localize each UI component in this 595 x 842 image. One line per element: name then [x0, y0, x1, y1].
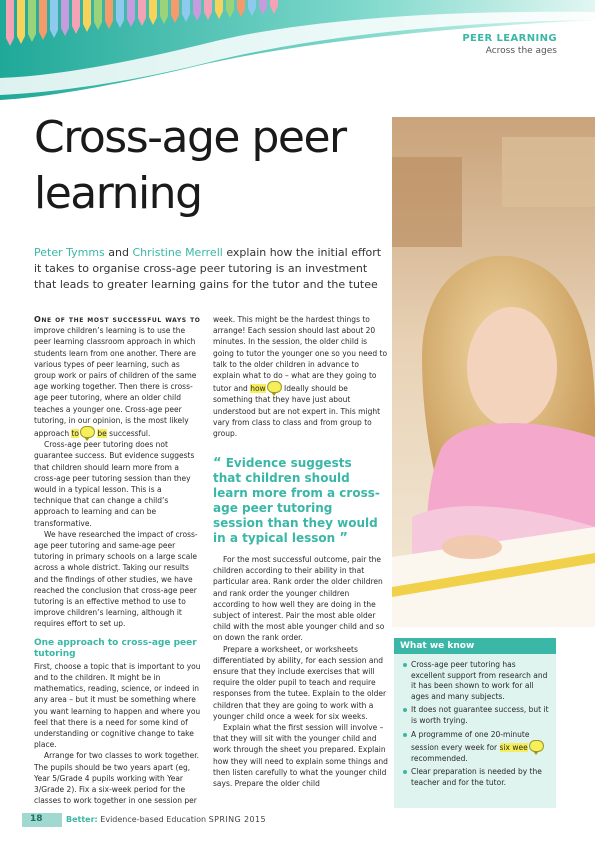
footer-season: SPRING 2015: [208, 815, 266, 824]
paragraph: Prepare a worksheet, or worksheets differentiated by ability, for each session and ensure that they include exercises that will require the older pupil to teach and require responses from the tutee. Explain to the older children that they are going to work with a younger child once a week for six weeks.: [213, 644, 387, 721]
page-footer: [0, 813, 595, 829]
what-we-know-heading: What we know: [394, 638, 556, 654]
pull-quote: [213, 456, 383, 546]
paragraph: For the most successful outcome, pair the children according to their ability in that particular area. Rank order the older children and rank order the younger children according to how well they are doing in the subject of interest. Pair the most able older child with the most able younger child and so on down the rank order.: [213, 555, 385, 643]
girl-reading-photo: [392, 117, 595, 627]
list-item: Clear preparation is needed by the teacher and for the tutor.: [403, 767, 550, 788]
article-photo: [392, 117, 595, 627]
list-item: Cross-age peer tutoring has excellent support from research and it has been shown to work for all ages and many subjects.: [403, 660, 550, 702]
section-title: PEER LEARNING: [462, 33, 557, 44]
section-label: [462, 33, 557, 56]
comment-bubble-icon[interactable]: [529, 740, 544, 752]
comment-bubble-icon[interactable]: [267, 381, 282, 393]
pull-quote-text: Evidence suggests that children should learn more from a cross-age peer tutoring session than they would in a typical lesson: [213, 456, 380, 545]
article-title: [34, 110, 394, 222]
highlight[interactable]: be: [97, 429, 107, 439]
title-line-1: Cross-age peer: [34, 112, 346, 163]
body-column-2-continued: [213, 554, 388, 789]
paragraph: Explain what the first session will involve – that they will sit with the younger child and work through the sheet you prepared. Explain how they will need to explain some things and then listen carefully to what the younger child says. Prepare the older child: [213, 723, 388, 789]
footer-brand: Better:: [66, 815, 98, 824]
author-1[interactable]: Peter Tymms: [34, 246, 105, 259]
standfirst: [34, 245, 384, 293]
what-we-know-box: [394, 638, 556, 808]
standfirst-text: explain how the initial effort it takes to organise cross-age peer tutoring is an investment that leads to greater learning gains for the tutor and the tutee: [34, 246, 382, 291]
paragraph-text: week. This might be the hardest things to arrange! Each session should last about 20 minutes. In the session, the older child is going to tutor the younger one so you need to talk to the older children in advance to explain what to do – what are they going to tutor and: [213, 315, 388, 394]
paragraph: Cross-age peer tutoring does not guarantee success. But evidence suggests that children should learn more from a cross-age peer tutoring session than they would in a typical lesson. This is a technique that can change a child’s approach to learning and can be transformative.: [34, 440, 195, 528]
open-quote-icon: “: [213, 456, 222, 471]
highlight[interactable]: six wee: [499, 743, 528, 753]
list-item: It does not guarantee success, but it is worth trying.: [403, 705, 550, 726]
author-joiner: and: [104, 246, 133, 259]
paragraph: We have researched the impact of cross-age peer tutoring and same-age peer tutoring in primary schools on a large scale across a whole district. Taking our results and the findings of other studies, we have reached the conclusion that cross-age peer tutoring is an effective method to use to improve children’s learning, although it requires effort to set up.: [34, 529, 198, 629]
lead-in: One of the most successful ways to: [34, 315, 201, 324]
footer-publication: Evidence-based Education: [97, 815, 209, 824]
paragraph: [213, 314, 388, 439]
paragraph: [34, 314, 201, 439]
section-subtitle: Across the ages: [485, 46, 557, 56]
highlight[interactable]: to: [71, 429, 80, 439]
paragraph-text: Ideally should be something that they have just about understood but are not expert in. This might vary from class to class and from group to group.: [213, 384, 381, 439]
highlight[interactable]: how: [250, 384, 266, 394]
paragraph: Arrange for two classes to work together. The pupils should be two years apart (eg, Year 5/Grade 4 pupils working with Year 3/Grade 2). Fix a six-week period for the classes to work together in one session per: [34, 751, 199, 806]
title-line-2: learning: [34, 168, 202, 219]
close-quote-icon: ”: [339, 531, 348, 546]
footer-text: [66, 815, 266, 824]
paragraph-text: successful.: [106, 429, 151, 439]
what-we-know-list: [394, 654, 556, 789]
list-item-text: recommended.: [411, 753, 468, 763]
page-number: 18: [30, 814, 43, 824]
list-item-text: A programme of one 20-minute session every week for: [411, 729, 530, 753]
comment-bubble-icon[interactable]: [80, 426, 95, 438]
paragraph-text: improve children’s learning is to use the peer learning classroom approach in which students learn from one another. There are various types of peer learning, such as group work or pairs of children of the same age working together. Then there is cross-age peer tutoring, where an older child teaches a younger one. Cross-age peer tutoring, in our opinion, is the most likely approach: [34, 326, 197, 439]
list-item: [403, 730, 550, 765]
author-2[interactable]: Christine Merrell: [132, 246, 223, 259]
subheading: One approach to cross-age peer tutoring: [34, 637, 197, 659]
paragraph: First, choose a topic that is important to you and to the children. It might be in mathematics, reading, science, or indeed in any area – but it must be something where you want learning to happen and where you feel that there is a need for some kind of understanding or cognitive change to take place.: [34, 661, 201, 750]
body-column-1: [34, 314, 201, 806]
body-column-2: [213, 314, 388, 439]
